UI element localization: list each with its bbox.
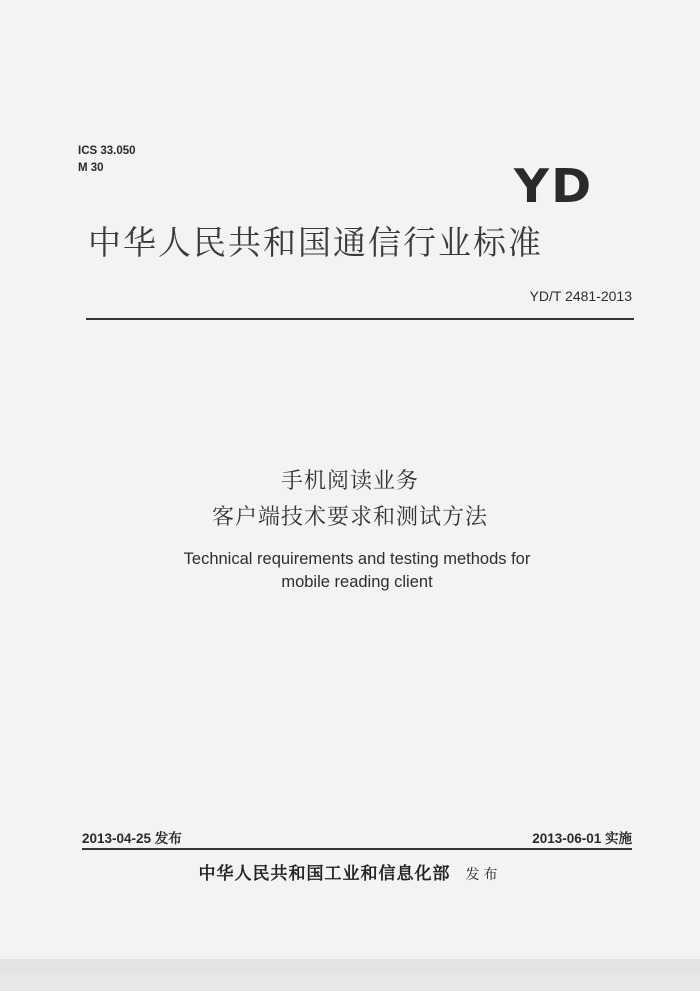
- standard-category-title: 中华人民共和国通信行业标准: [88, 223, 543, 262]
- publisher-name: 中华人民共和国工业和信息化部: [198, 864, 451, 884]
- footer-divider: [82, 848, 632, 850]
- ccs-classification: M 30: [78, 162, 104, 174]
- header-divider: [86, 318, 634, 320]
- document-title-cn-line1: 手机阅读业务: [280, 469, 419, 494]
- document-title-en-line2: mobile reading client: [281, 573, 433, 591]
- implementation-date: 2013-06-01 实施: [532, 831, 632, 846]
- ics-code: ICS 33.050: [78, 145, 136, 157]
- scan-bottom-edge: [0, 959, 700, 975]
- classification-block: [78, 143, 136, 177]
- publish-label: 发布: [465, 867, 502, 883]
- issue-date: 2013-04-25 发布: [82, 831, 182, 846]
- publisher-line: [0, 859, 700, 884]
- yd-logo: YD: [514, 159, 594, 213]
- standard-number: YD/T 2481-2013: [529, 288, 632, 304]
- document-title-cn-line2: 客户端技术要求和测试方法: [211, 505, 488, 530]
- document-title-en-line1: Technical requirements and testing methods for: [183, 550, 531, 568]
